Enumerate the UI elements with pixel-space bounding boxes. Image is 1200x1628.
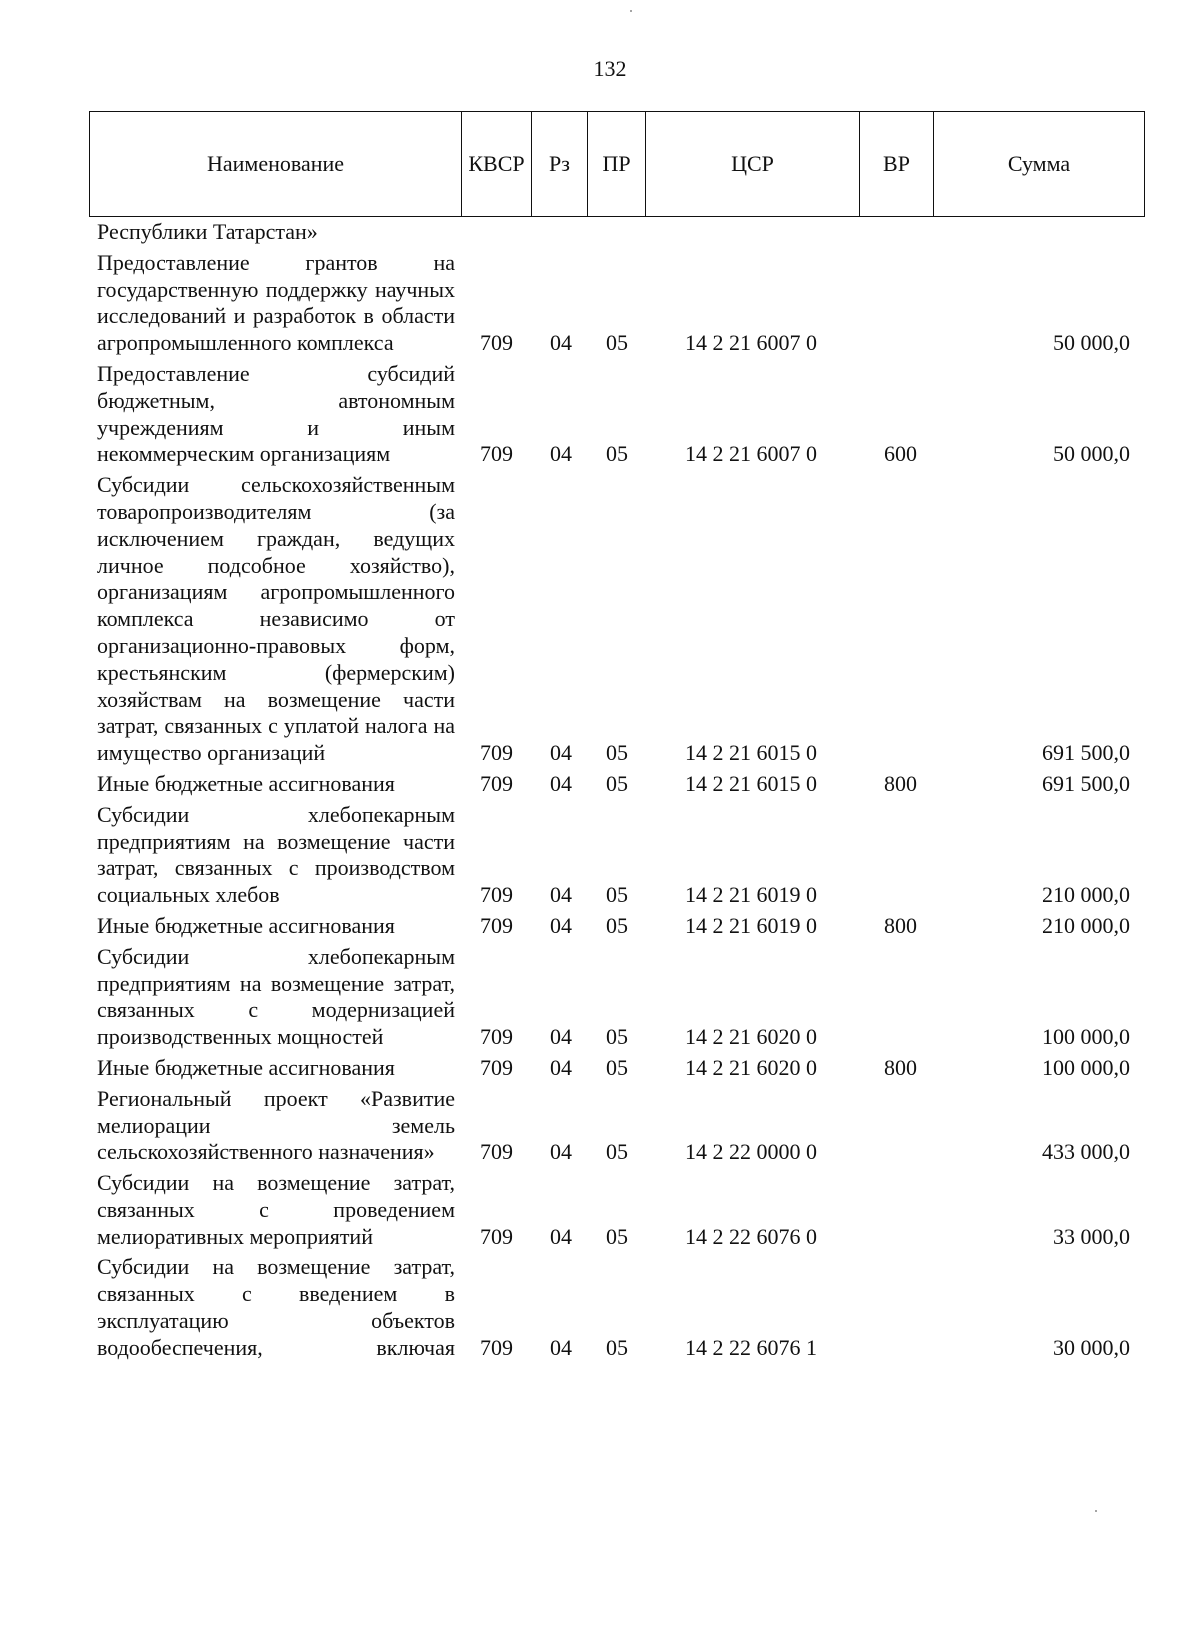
page-number: 132	[593, 56, 627, 81]
header-sum: Сумма	[934, 112, 1145, 217]
row-kvsr: 709	[480, 441, 513, 467]
row-pr: 05	[606, 330, 628, 356]
header-csr: ЦСР	[646, 112, 860, 217]
row-rz: 04	[550, 441, 572, 467]
row-rz: 04	[550, 1054, 572, 1080]
row-pr: 05	[606, 882, 628, 908]
row-pr: 05	[606, 1139, 628, 1165]
row-name: Региональный проект «Развитие мелиорации земель сельскохозяйственного назначения»	[97, 1085, 455, 1165]
table-row	[0, 802, 1200, 909]
row-kvsr: 709	[480, 1054, 513, 1080]
row-sum: 50 000,0	[1053, 330, 1130, 356]
table-row	[0, 472, 1200, 767]
row-name: Субсидии на возмещение затрат, связанных с введением в эксплуатацию объектов водообеспечения, включая	[97, 1254, 455, 1360]
row-name: Субсидии на возмещение затрат, связанных с проведением мелиоративных мероприятий	[97, 1170, 455, 1249]
header-pr: ПР	[588, 112, 646, 217]
row-sum: 33 000,0	[1053, 1223, 1130, 1249]
row-kvsr: 709	[480, 1223, 513, 1249]
row-rz: 04	[550, 740, 572, 766]
row-kvsr: 709	[480, 1139, 513, 1165]
row-vr: 800	[884, 1054, 917, 1080]
row-pr: 05	[606, 1223, 628, 1249]
table-row	[0, 771, 1200, 798]
table-row	[0, 1055, 1200, 1082]
row-csr: 14 2 21 6007 0	[685, 330, 817, 356]
row-name: Республики Татарстан»	[97, 219, 318, 244]
row-rz: 04	[550, 770, 572, 796]
header-rz: Рз	[532, 112, 588, 217]
row-name: Иные бюджетные ассигнования	[97, 1054, 395, 1080]
row-csr: 14 2 21 6015 0	[685, 740, 817, 766]
row-csr: 14 2 21 6007 0	[685, 441, 817, 467]
row-rz: 04	[550, 330, 572, 356]
row-sum: 691 500,0	[1042, 770, 1130, 796]
row-name: Иные бюджетные ассигнования	[97, 912, 395, 938]
row-pr: 05	[606, 912, 628, 938]
row-rz: 04	[550, 1334, 572, 1360]
row-sum: 100 000,0	[1042, 1024, 1130, 1050]
row-csr: 14 2 21 6020 0	[685, 1054, 817, 1080]
row-sum: 210 000,0	[1042, 912, 1130, 938]
row-vr: 600	[884, 441, 917, 467]
row-csr: 14 2 21 6015 0	[685, 770, 817, 796]
row-pr: 05	[606, 1024, 628, 1050]
row-pr: 05	[606, 740, 628, 766]
row-kvsr: 709	[480, 1024, 513, 1050]
row-csr: 14 2 21 6020 0	[685, 1024, 817, 1050]
table-row	[0, 1254, 1200, 1361]
row-pr: 05	[606, 441, 628, 467]
row-rz: 04	[550, 882, 572, 908]
row-vr: 800	[884, 912, 917, 938]
row-name: Субсидии хлебопекарным предприятиям на возмещение части затрат, связанных с производством социальных хлебов	[97, 801, 455, 908]
row-name: Иные бюджетные ассигнования	[97, 770, 395, 796]
row-sum: 50 000,0	[1053, 441, 1130, 467]
row-sum: 433 000,0	[1042, 1139, 1130, 1165]
header-kvsr: КВСР	[462, 112, 532, 217]
row-pr: 05	[606, 1054, 628, 1080]
table-row	[0, 361, 1200, 468]
row-rz: 04	[550, 1223, 572, 1249]
scan-speck	[630, 10, 632, 12]
table-body	[0, 219, 1200, 1362]
table-row	[0, 913, 1200, 940]
row-kvsr: 709	[480, 1334, 513, 1360]
row-rz: 04	[550, 912, 572, 938]
row-sum: 691 500,0	[1042, 740, 1130, 766]
row-sum: 30 000,0	[1053, 1334, 1130, 1360]
table-row	[0, 250, 1200, 357]
row-kvsr: 709	[480, 882, 513, 908]
row-pr: 05	[606, 770, 628, 796]
row-csr: 14 2 22 0000 0	[685, 1139, 817, 1165]
row-kvsr: 709	[480, 912, 513, 938]
row-kvsr: 709	[480, 740, 513, 766]
row-kvsr: 709	[480, 770, 513, 796]
row-pr: 05	[606, 1334, 628, 1360]
table-row	[0, 944, 1200, 1051]
table-header	[89, 111, 1145, 217]
table-row	[0, 1086, 1200, 1166]
header-name: Наименование	[90, 112, 462, 217]
scan-speck	[1095, 1510, 1097, 1512]
table-row	[0, 1170, 1200, 1250]
row-csr: 14 2 22 6076 0	[685, 1223, 817, 1249]
row-rz: 04	[550, 1024, 572, 1050]
row-name: Предоставление грантов на государственную поддержку научных исследований и разработок в области агропромышленного комплекса	[97, 249, 455, 356]
row-rz: 04	[550, 1139, 572, 1165]
row-csr: 14 2 22 6076 1	[685, 1334, 817, 1360]
row-kvsr: 709	[480, 330, 513, 356]
row-sum: 100 000,0	[1042, 1054, 1130, 1080]
row-sum: 210 000,0	[1042, 882, 1130, 908]
table-row	[0, 219, 1200, 246]
row-name: Субсидии сельскохозяйственным товаропроизводителям (за исключением граждан, ведущих личное подсобное хозяйство), организациям агропромышленного комплекса независимо от организационно-правовых форм, крестьянским (фермерским) хозяйствам на возмещение части затрат, связанных с уплатой налога на имущество организаций	[97, 472, 455, 766]
row-csr: 14 2 21 6019 0	[685, 882, 817, 908]
row-name: Предоставление субсидий бюджетным, автономным учреждениям и иным некоммерческим организациям	[97, 360, 455, 467]
row-name: Субсидии хлебопекарным предприятиям на возмещение затрат, связанных с модернизацией производственных мощностей	[97, 943, 455, 1050]
header-vr: ВР	[860, 112, 934, 217]
row-csr: 14 2 21 6019 0	[685, 912, 817, 938]
row-vr: 800	[884, 770, 917, 796]
